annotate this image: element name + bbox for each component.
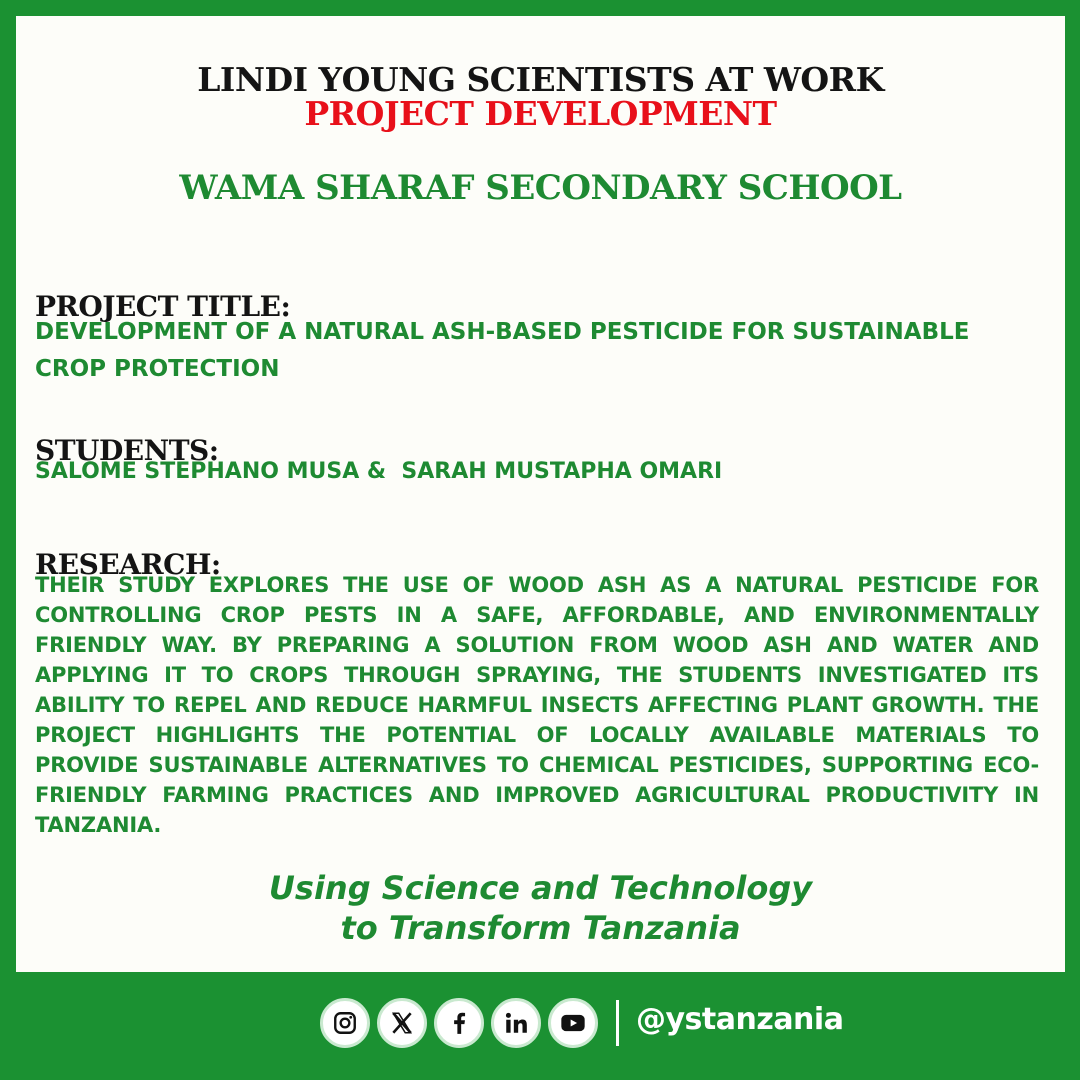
slogan-line-1: Using Science and Technology bbox=[268, 869, 813, 907]
youtube-icon[interactable] bbox=[548, 998, 598, 1048]
linkedin-icon[interactable] bbox=[491, 998, 541, 1048]
project-title-label: PROJECT TITLE: bbox=[35, 290, 291, 323]
x-icon[interactable] bbox=[377, 998, 427, 1048]
research-label: RESEARCH: bbox=[35, 548, 221, 581]
instagram-icon[interactable] bbox=[320, 998, 370, 1048]
footer-divider bbox=[616, 1000, 619, 1046]
slogan-line-2: to Transform Tanzania bbox=[340, 909, 741, 947]
research-text: THEIR STUDY EXPLORES THE USE OF WOOD ASH AS A NATURAL PESTICIDE FOR CONTROLLING CROP PESTS IN A SAFE, AFFORDABLE, AND ENVIRONMENTALLY FRIENDLY WAY. BY PREPARING A SOLUTION FROM WOOD ASH AND WATER AND APPLYING IT TO CROPS THROUGH SPRAYING, THE STUDENTS INVESTIGATED ITS ABILITY TO REPEL AND REDUCE HARMFUL INSECTS AFFECTING PLANT GROWTH. THE PROJECT HIGHLIGHTS THE POTENTIAL OF LOCALLY AVAILABLE MATERIALS TO PROVIDE SUSTAINABLE ALTERNATIVES TO CHEMICAL PESTICIDES, SUPPORTING ECO-FRIENDLY FARMING PRACTICES AND IMPROVED AGRICULTURAL PRODUCTIVITY IN TANZANIA. bbox=[35, 573, 1039, 837]
header-subtitle: PROJECT DEVELOPMENT bbox=[304, 94, 777, 133]
students-label: STUDENTS: bbox=[35, 434, 219, 467]
footer-bar bbox=[0, 972, 1080, 1080]
project-title: DEVELOPMENT OF A NATURAL ASH-BASED PESTICIDE FOR SUSTAINABLE CROP PROTECTION bbox=[35, 319, 970, 382]
content-card bbox=[16, 16, 1065, 972]
facebook-icon[interactable] bbox=[434, 998, 484, 1048]
social-handle[interactable]: @ystanzania bbox=[636, 1002, 844, 1037]
school-name: WAMA SHARAF SECONDARY SCHOOL bbox=[179, 168, 902, 208]
slogan bbox=[16, 868, 1065, 948]
header-title: LINDI YOUNG SCIENTISTS AT WORK bbox=[197, 60, 884, 99]
students-names: SALOME STEPHANO MUSA & SARAH MUSTAPHA OMARI bbox=[35, 459, 723, 484]
